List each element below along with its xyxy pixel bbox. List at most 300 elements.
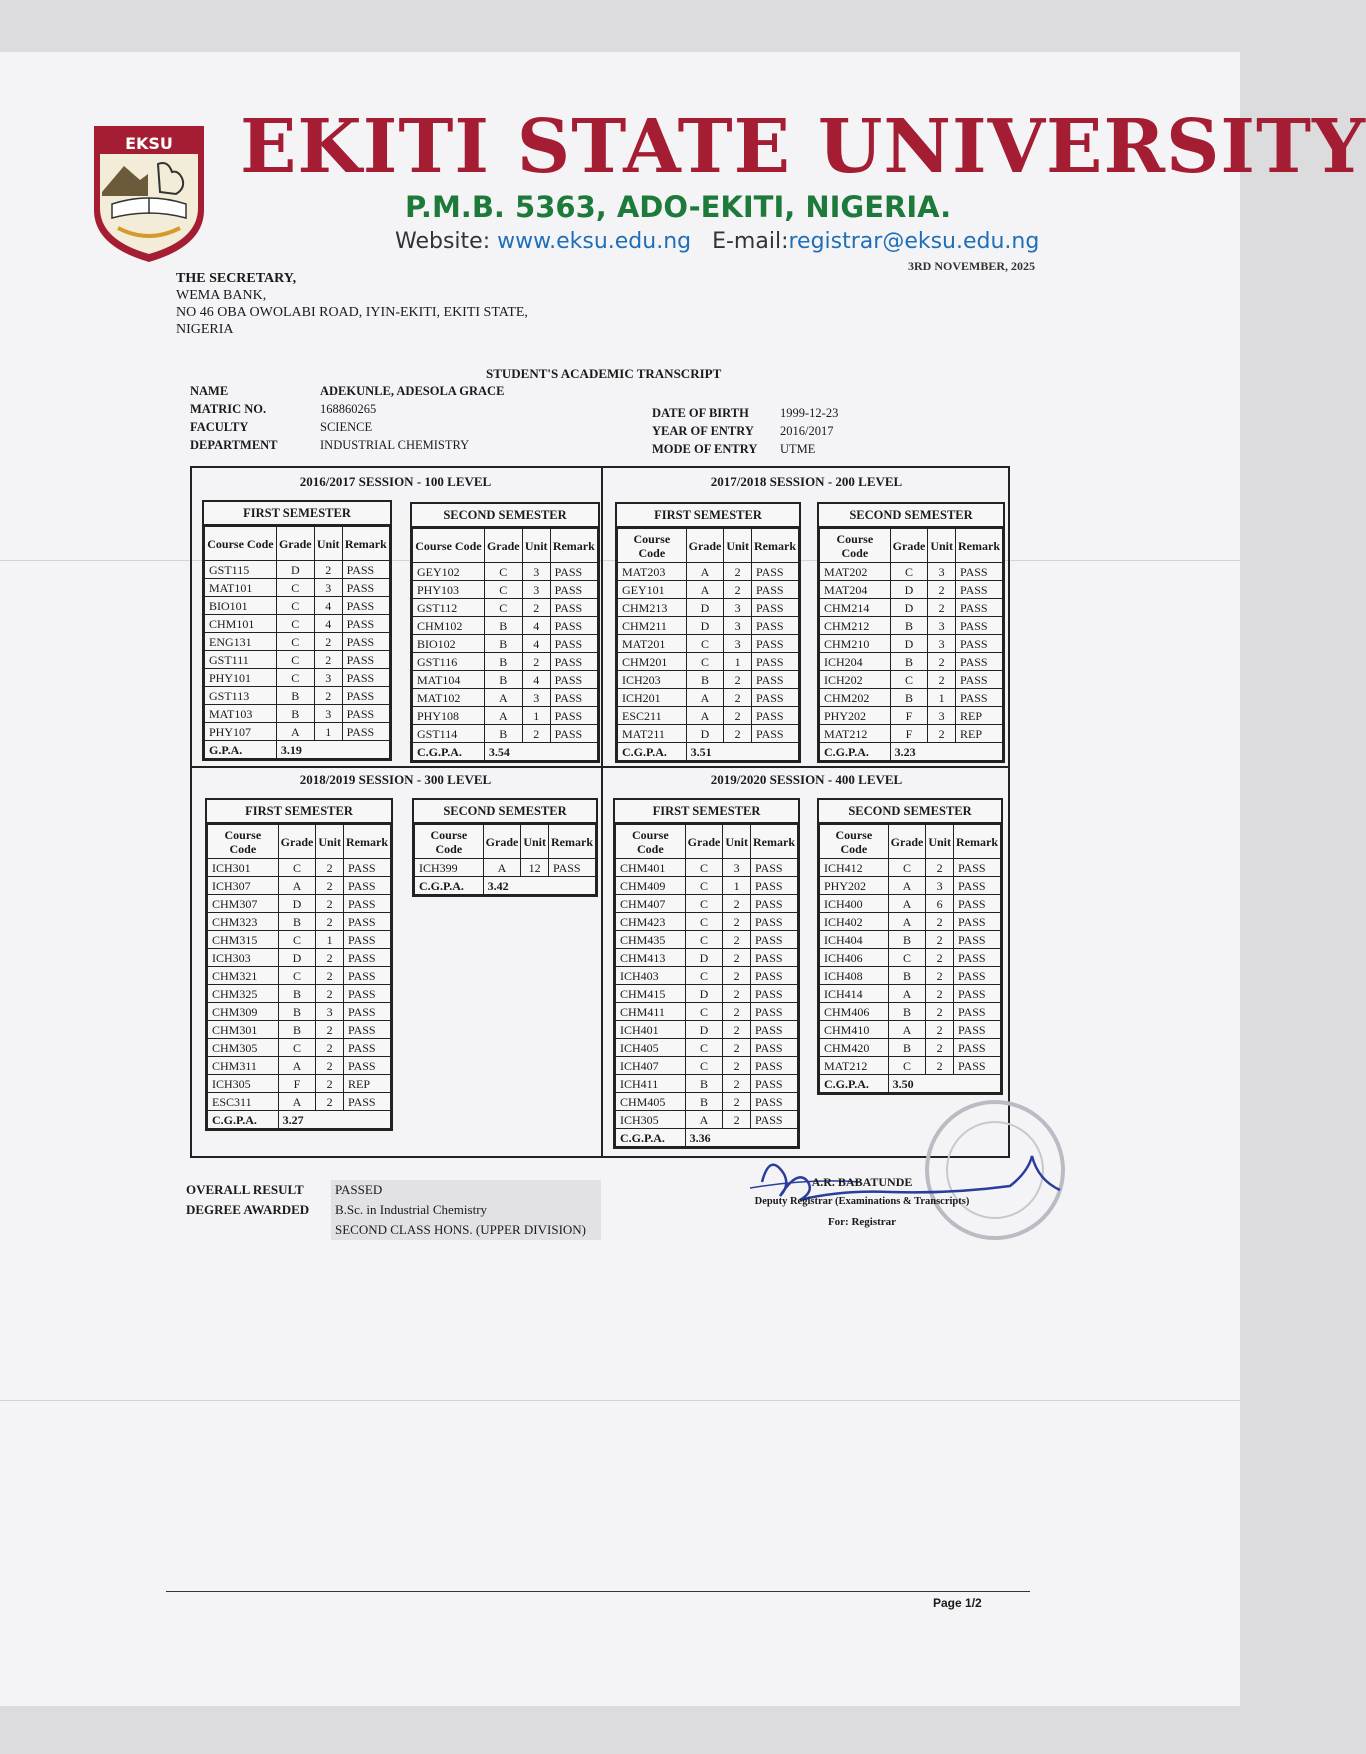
document-title: STUDENT'S ACADEMIC TRANSCRIPT: [486, 366, 722, 381]
course-row: [205, 687, 390, 705]
course-remark: PASS: [956, 563, 1003, 581]
course-code: CHM102: [413, 617, 485, 635]
course-remark: PASS: [344, 1039, 391, 1057]
course-remark: PASS: [751, 1057, 798, 1075]
course-code: CHM101: [205, 615, 277, 633]
course-row: [618, 563, 799, 581]
course-unit: 2: [724, 689, 752, 707]
column-header-grade: Grade: [484, 529, 522, 563]
course-remark: PASS: [751, 949, 798, 967]
paper-fold: [0, 1400, 1240, 1401]
course-row: [820, 563, 1003, 581]
course-remark: PASS: [342, 615, 389, 633]
course-unit: 2: [522, 599, 550, 617]
course-row: [205, 561, 390, 579]
course-code: ICH305: [208, 1075, 279, 1093]
course-row: [618, 581, 799, 599]
course-grade: C: [276, 669, 314, 687]
faculty-value: SCIENCE: [320, 420, 373, 434]
course-code: CHM401: [616, 859, 686, 877]
course-code: GST111: [205, 651, 277, 669]
course-unit: 3: [522, 563, 550, 581]
semester-title: SECOND SEMESTER: [414, 800, 596, 824]
course-grade: B: [888, 931, 926, 949]
course-grade: B: [888, 967, 926, 985]
column-header-grade: Grade: [888, 825, 926, 859]
course-code: CHM410: [820, 1021, 889, 1039]
course-grade: D: [685, 949, 723, 967]
course-unit: 4: [522, 635, 550, 653]
course-code: ICH411: [616, 1075, 686, 1093]
course-grade: C: [278, 1039, 316, 1057]
course-unit: 2: [316, 949, 344, 967]
course-remark: PASS: [752, 599, 799, 617]
course-row: [618, 707, 799, 725]
grid-divider: [190, 766, 1010, 768]
course-code: CHM323: [208, 913, 279, 931]
course-row: [618, 671, 799, 689]
course-code: CHM415: [616, 985, 686, 1003]
course-code: MAT202: [820, 563, 891, 581]
course-remark: PASS: [956, 653, 1003, 671]
course-code: CHM409: [616, 877, 686, 895]
course-grade: C: [278, 859, 316, 877]
gpa-value: 3.42: [483, 877, 595, 895]
course-row: [415, 859, 596, 877]
course-grade: B: [484, 617, 522, 635]
course-remark: PASS: [751, 877, 798, 895]
course-grade: B: [278, 913, 316, 931]
course-code: ICH407: [616, 1057, 686, 1075]
course-row: [820, 859, 1001, 877]
course-row: [616, 895, 798, 913]
course-grade: C: [276, 633, 314, 651]
course-grade: D: [890, 635, 928, 653]
gpa-value: 3.50: [888, 1075, 1000, 1093]
course-unit: 2: [926, 1057, 954, 1075]
recipient-line: NIGERIA: [176, 322, 234, 337]
column-header-unit: Unit: [928, 529, 956, 563]
column-header-remark: Remark: [752, 529, 799, 563]
course-remark: PASS: [342, 579, 389, 597]
course-remark: PASS: [752, 653, 799, 671]
course-row: [616, 877, 798, 895]
course-unit: 2: [926, 1021, 954, 1039]
course-grade: D: [890, 581, 928, 599]
course-code: MAT104: [413, 671, 485, 689]
course-remark: PASS: [344, 985, 391, 1003]
gpa-label: C.G.P.A.: [616, 1129, 686, 1147]
course-remark: PASS: [344, 1003, 391, 1021]
course-code: GEY102: [413, 563, 485, 581]
course-grade: D: [278, 949, 316, 967]
course-code: ICH301: [208, 859, 279, 877]
course-code: MAT103: [205, 705, 277, 723]
course-unit: 3: [724, 617, 752, 635]
course-remark: PASS: [954, 913, 1001, 931]
course-row: [208, 1003, 391, 1021]
entry-mode-label: MODE OF ENTRY: [652, 442, 758, 456]
course-unit: 3: [724, 599, 752, 617]
course-row: [205, 597, 390, 615]
course-code: ICH403: [616, 967, 686, 985]
course-remark: PASS: [752, 563, 799, 581]
course-unit: 2: [723, 1057, 751, 1075]
course-row: [205, 669, 390, 687]
course-row: [413, 725, 598, 743]
course-remark: PASS: [954, 949, 1001, 967]
email-link[interactable]: registrar@eksu.edu.ng: [788, 229, 1040, 254]
semester-title: FIRST SEMESTER: [204, 502, 390, 526]
course-grade: B: [276, 705, 314, 723]
course-grade: C: [278, 931, 316, 949]
course-code: ICH412: [820, 859, 889, 877]
course-code: CHM413: [616, 949, 686, 967]
semester-title: FIRST SEMESTER: [617, 504, 799, 528]
course-grade: F: [890, 707, 928, 725]
course-unit: 3: [314, 579, 342, 597]
recipient-line: WEMA BANK,: [176, 288, 267, 303]
course-row: [820, 1003, 1001, 1021]
course-unit: 2: [314, 633, 342, 651]
course-code: GST116: [413, 653, 485, 671]
course-remark: PASS: [752, 689, 799, 707]
course-unit: 2: [926, 1039, 954, 1057]
course-unit: 2: [522, 653, 550, 671]
course-grade: A: [278, 877, 316, 895]
course-unit: 1: [522, 707, 550, 725]
column-header-remark: Remark: [344, 825, 391, 859]
course-grade: A: [888, 877, 926, 895]
course-row: [820, 635, 1003, 653]
course-remark: PASS: [752, 635, 799, 653]
course-grade: D: [686, 599, 724, 617]
signatory-block: [752, 1172, 972, 1232]
course-row: [208, 967, 391, 985]
course-code: GEY101: [618, 581, 687, 599]
gpa-label: C.G.P.A.: [618, 743, 687, 761]
course-remark: REP: [956, 707, 1003, 725]
course-grade: C: [484, 563, 522, 581]
course-code: CHM212: [820, 617, 891, 635]
course-unit: 2: [926, 949, 954, 967]
footer-rule: [166, 1591, 1030, 1592]
course-unit: 2: [723, 1111, 751, 1129]
course-row: [208, 931, 391, 949]
course-row: [618, 689, 799, 707]
course-code: MAT102: [413, 689, 485, 707]
column-header-course-code: Course Code: [413, 529, 485, 563]
column-header-course-code: Course Code: [820, 825, 889, 859]
course-unit: 2: [723, 1021, 751, 1039]
course-row: [616, 1093, 798, 1111]
course-code: MAT212: [820, 1057, 889, 1075]
student-info-right: [652, 404, 838, 458]
course-grade: A: [686, 707, 724, 725]
course-remark: PASS: [751, 1003, 798, 1021]
course-row: [208, 1075, 391, 1093]
signatory-for: For: Registrar: [827, 1216, 897, 1228]
semester-title: FIRST SEMESTER: [615, 800, 798, 824]
course-unit: 2: [316, 1021, 344, 1039]
university-name: EKITI STATE UNIVERSITY: [240, 104, 1366, 190]
course-remark: PASS: [549, 859, 596, 877]
course-code: PHY108: [413, 707, 485, 725]
course-unit: 2: [926, 913, 954, 931]
course-grade: C: [685, 859, 723, 877]
course-row: [208, 859, 391, 877]
course-row: [820, 877, 1001, 895]
course-unit: 2: [316, 895, 344, 913]
course-row: [616, 931, 798, 949]
course-unit: 2: [316, 1075, 344, 1093]
course-row: [413, 563, 598, 581]
course-remark: PASS: [550, 563, 597, 581]
gpa-value: 3.51: [686, 743, 798, 761]
course-row: [413, 617, 598, 635]
course-grade: C: [890, 671, 928, 689]
course-remark: PASS: [751, 931, 798, 949]
course-unit: 3: [928, 635, 956, 653]
course-remark: PASS: [342, 687, 389, 705]
course-remark: PASS: [344, 1057, 391, 1075]
course-row: [413, 707, 598, 725]
semester-table: [410, 502, 600, 763]
course-grade: B: [890, 653, 928, 671]
entry-year-value: 2016/2017: [780, 424, 834, 438]
course-code: CHM315: [208, 931, 279, 949]
course-unit: 4: [314, 597, 342, 615]
course-unit: 2: [316, 985, 344, 1003]
course-grade: B: [686, 671, 724, 689]
website-label: Website:: [395, 229, 491, 254]
course-unit: 2: [724, 563, 752, 581]
course-code: PHY202: [820, 707, 891, 725]
course-remark: PASS: [342, 597, 389, 615]
course-grade: B: [278, 1021, 316, 1039]
course-unit: 1: [314, 723, 342, 741]
course-grade: C: [685, 931, 723, 949]
course-remark: PASS: [751, 895, 798, 913]
course-grade: B: [888, 1039, 926, 1057]
course-row: [205, 723, 390, 741]
course-remark: PASS: [751, 1039, 798, 1057]
course-unit: 2: [928, 599, 956, 617]
course-code: CHM420: [820, 1039, 889, 1057]
course-unit: 2: [316, 877, 344, 895]
course-row: [205, 705, 390, 723]
course-grade: D: [685, 985, 723, 1003]
course-unit: 1: [724, 653, 752, 671]
course-code: CHM406: [820, 1003, 889, 1021]
website-link[interactable]: www.eksu.edu.ng: [497, 229, 692, 254]
session-title: 2018/2019 SESSION - 300 LEVEL: [299, 772, 492, 787]
course-row: [208, 949, 391, 967]
degree-class: SECOND CLASS HONS. (UPPER DIVISION): [331, 1220, 601, 1240]
course-code: CHM309: [208, 1003, 279, 1021]
course-remark: PASS: [752, 671, 799, 689]
semester-table: [412, 798, 598, 897]
course-code: ICH404: [820, 931, 889, 949]
column-header-course-code: Course Code: [820, 529, 891, 563]
course-row: [413, 653, 598, 671]
course-row: [820, 1057, 1001, 1075]
course-row: [413, 635, 598, 653]
course-code: MAT212: [820, 725, 891, 743]
column-header-course-code: Course Code: [616, 825, 686, 859]
semester-table: [615, 502, 801, 763]
course-code: CHM305: [208, 1039, 279, 1057]
degree-value: B.Sc. in Industrial Chemistry: [331, 1200, 601, 1220]
course-grade: C: [685, 1039, 723, 1057]
course-grade: A: [888, 895, 926, 913]
course-row: [618, 725, 799, 743]
course-remark: PASS: [956, 581, 1003, 599]
entry-mode-value: UTME: [780, 442, 816, 456]
course-code: PHY101: [205, 669, 277, 687]
column-header-grade: Grade: [890, 529, 928, 563]
course-remark: PASS: [752, 707, 799, 725]
course-remark: PASS: [342, 669, 389, 687]
course-code: ICH399: [415, 859, 484, 877]
course-grade: A: [888, 985, 926, 1003]
course-row: [820, 913, 1001, 931]
course-grade: C: [685, 1057, 723, 1075]
course-code: CHM307: [208, 895, 279, 913]
course-unit: 3: [724, 635, 752, 653]
matric-label: MATRIC NO.: [190, 402, 267, 416]
course-row: [208, 985, 391, 1003]
column-header-unit: Unit: [723, 825, 751, 859]
column-header-unit: Unit: [521, 825, 549, 859]
entry-year-label: YEAR OF ENTRY: [652, 424, 754, 438]
student-info-left: [190, 382, 504, 454]
semester-title: SECOND SEMESTER: [412, 504, 598, 528]
semester-table: [202, 500, 392, 761]
course-unit: 3: [928, 707, 956, 725]
course-code: MAT211: [618, 725, 687, 743]
session-title: 2017/2018 SESSION - 200 LEVEL: [710, 474, 903, 489]
course-row: [616, 1003, 798, 1021]
course-code: MAT201: [618, 635, 687, 653]
course-grade: C: [890, 563, 928, 581]
course-code: CHM321: [208, 967, 279, 985]
course-unit: 6: [926, 895, 954, 913]
course-row: [205, 633, 390, 651]
email-label: E-mail:: [712, 229, 789, 254]
course-code: CHM325: [208, 985, 279, 1003]
course-unit: 3: [928, 617, 956, 635]
course-unit: 2: [316, 1093, 344, 1111]
course-remark: PASS: [956, 617, 1003, 635]
course-row: [820, 689, 1003, 707]
course-unit: 2: [928, 671, 956, 689]
course-code: ESC311: [208, 1093, 279, 1111]
course-row: [208, 1093, 391, 1111]
logo-text: EKSU: [125, 134, 173, 153]
course-unit: 1: [928, 689, 956, 707]
gpa-value: 3.36: [685, 1129, 797, 1147]
course-code: GST114: [413, 725, 485, 743]
course-remark: PASS: [344, 877, 391, 895]
course-remark: PASS: [344, 931, 391, 949]
course-grade: A: [686, 581, 724, 599]
semester-table: [205, 798, 393, 1131]
course-row: [205, 615, 390, 633]
gpa-label: G.P.A.: [205, 741, 277, 759]
column-header-course-code: Course Code: [208, 825, 279, 859]
course-unit: 2: [926, 967, 954, 985]
gpa-label: C.G.P.A.: [820, 1075, 889, 1093]
course-grade: B: [484, 671, 522, 689]
course-row: [616, 1111, 798, 1129]
course-grade: A: [686, 563, 724, 581]
course-row: [618, 635, 799, 653]
course-unit: 2: [926, 985, 954, 1003]
course-grade: C: [278, 967, 316, 985]
column-header-grade: Grade: [686, 529, 724, 563]
department-value: INDUSTRIAL CHEMISTRY: [320, 438, 470, 452]
course-code: ICH204: [820, 653, 891, 671]
course-row: [820, 967, 1001, 985]
course-unit: 2: [926, 1003, 954, 1021]
course-grade: A: [483, 859, 521, 877]
course-unit: 2: [723, 967, 751, 985]
course-code: CHM423: [616, 913, 686, 931]
grid-divider: [601, 466, 603, 1158]
course-row: [616, 1021, 798, 1039]
course-unit: 4: [522, 617, 550, 635]
course-row: [616, 1039, 798, 1057]
course-code: CHM214: [820, 599, 891, 617]
course-remark: PASS: [344, 895, 391, 913]
course-unit: 2: [723, 1075, 751, 1093]
column-header-course-code: Course Code: [205, 527, 277, 561]
course-unit: 2: [926, 931, 954, 949]
course-remark: PASS: [752, 581, 799, 599]
course-grade: C: [276, 597, 314, 615]
course-code: ICH202: [820, 671, 891, 689]
course-remark: PASS: [751, 1021, 798, 1039]
course-row: [616, 967, 798, 985]
recipient-line: THE SECRETARY,: [176, 271, 297, 286]
course-unit: 3: [522, 689, 550, 707]
course-remark: PASS: [751, 859, 798, 877]
course-remark: PASS: [751, 913, 798, 931]
course-unit: 2: [926, 859, 954, 877]
column-header-course-code: Course Code: [618, 529, 687, 563]
course-row: [618, 653, 799, 671]
semester-title: SECOND SEMESTER: [819, 504, 1003, 528]
semester-table: [817, 798, 1003, 1095]
course-remark: REP: [344, 1075, 391, 1093]
session-title: 2016/2017 SESSION - 100 LEVEL: [299, 474, 492, 489]
column-header-remark: Remark: [342, 527, 389, 561]
course-code: ICH401: [616, 1021, 686, 1039]
course-unit: 3: [723, 859, 751, 877]
course-remark: PASS: [954, 967, 1001, 985]
contact-line: [395, 229, 1039, 254]
course-row: [616, 949, 798, 967]
course-remark: PASS: [344, 967, 391, 985]
document-date: 3RD NOVEMBER, 2025: [908, 259, 1036, 273]
gpa-value: 3.27: [278, 1111, 390, 1129]
page-number: Page 1/2: [933, 1596, 982, 1610]
column-header-grade: Grade: [278, 825, 316, 859]
gpa-value: 3.23: [890, 743, 1002, 761]
course-unit: 3: [316, 1003, 344, 1021]
semester-title: FIRST SEMESTER: [207, 800, 391, 824]
